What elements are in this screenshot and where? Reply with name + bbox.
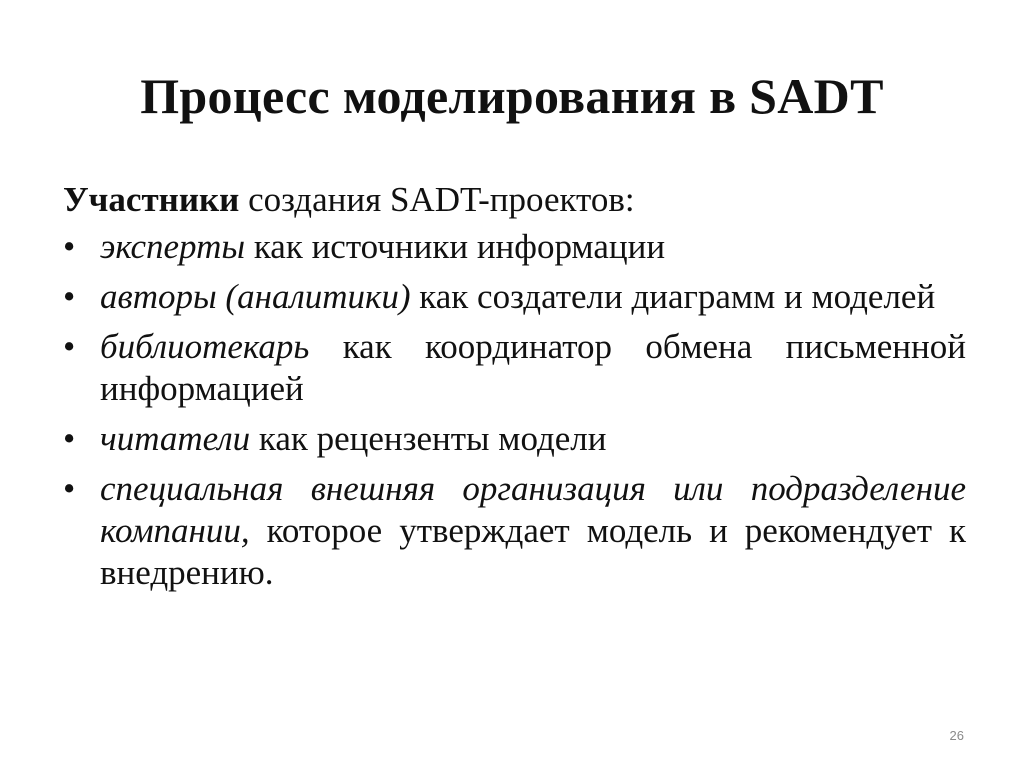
slide-title: Процесс моделирования в SADT: [140, 68, 884, 124]
page-number: 26: [949, 728, 964, 743]
intro-bold: Участники: [63, 180, 240, 219]
list-item: [63, 226, 966, 268]
list-item: [63, 326, 966, 410]
intro-line: [63, 178, 635, 222]
list-item: [63, 468, 966, 594]
item-text: которое утверждает модель и рекомендует к внедрению.: [100, 511, 966, 592]
item-italic: библиотекарь: [100, 327, 310, 366]
item-text: как создатели диаграмм и моделей: [410, 277, 936, 316]
item-text: как рецензенты модели: [250, 419, 607, 458]
bullet-list: [63, 226, 966, 602]
bullet-icon: •: [63, 277, 76, 316]
item-italic: читатели: [100, 419, 251, 458]
item-italic: авторы (аналитики): [100, 277, 411, 316]
item-italic: эксперты: [100, 227, 246, 266]
list-item: [63, 418, 966, 460]
item-text: как источники информации: [245, 227, 666, 266]
item-text: как координатор обмена письменной информацией: [100, 327, 966, 408]
bullet-icon: •: [63, 227, 76, 266]
item-italic: специальная внешняя организация или подразделение компании,: [100, 469, 966, 550]
intro-rest: создания SADT-проектов:: [239, 180, 635, 219]
list-item: [63, 276, 966, 318]
bullet-icon: •: [63, 327, 76, 366]
bullet-icon: •: [63, 419, 76, 458]
bullet-icon: •: [63, 469, 76, 508]
